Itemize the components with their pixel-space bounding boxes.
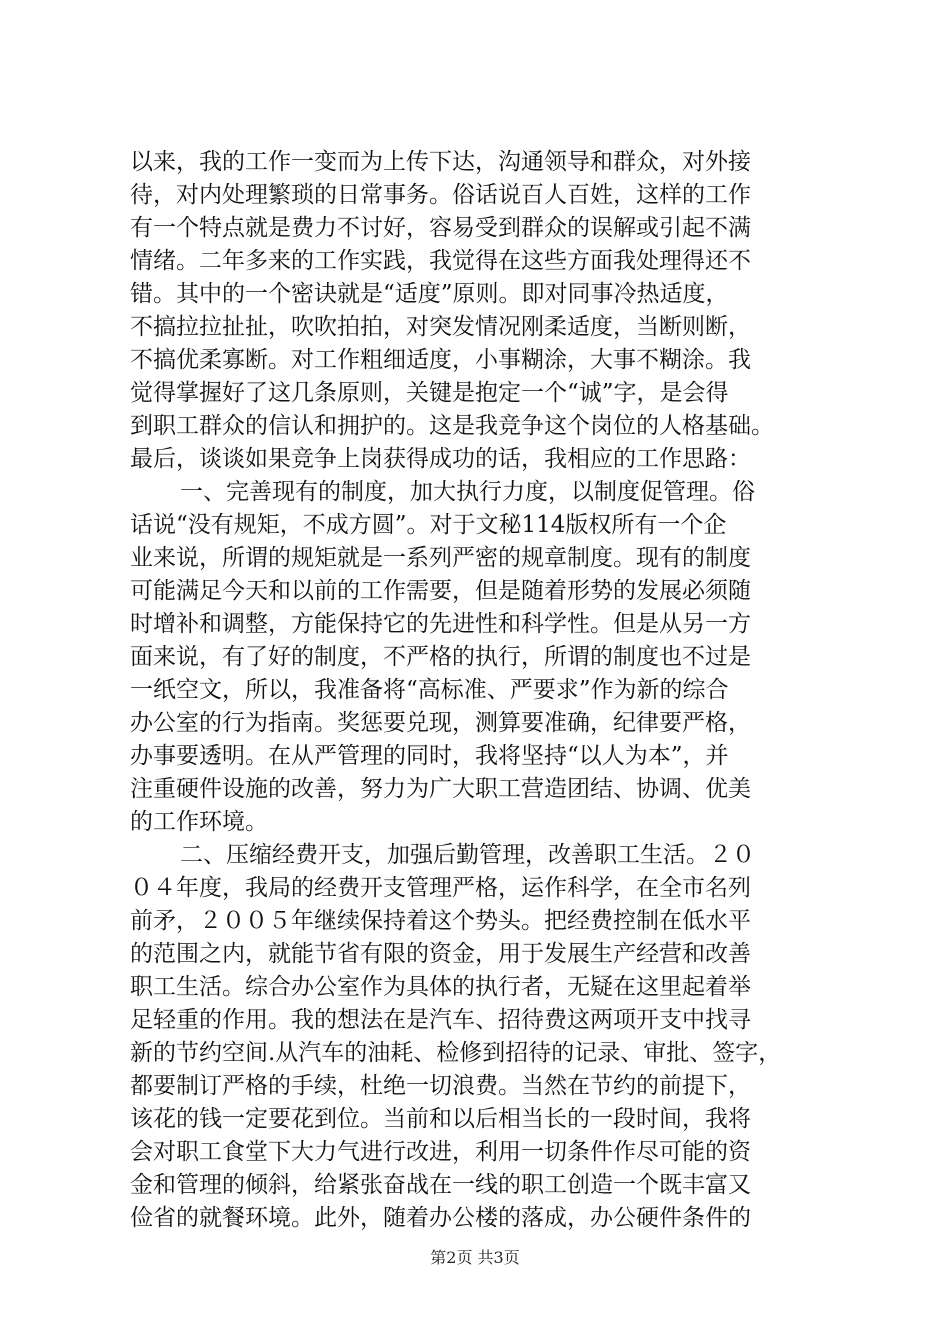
text-line: 都要制订严格的手续，杜绝一切浪费。当然在节约的前提下，	[130, 1073, 751, 1099]
paragraph-start-line: 二、压缩经费开支，加强后勤管理，改善职工生活。２０	[180, 842, 755, 868]
text-line: 职工生活。综合办公室作为具体的执行者，无疑在这里起着举	[130, 974, 751, 1000]
text-line: 办公室的行为指南。奖惩要兑现，测算要准确，纪律要严格，	[130, 710, 751, 736]
text-line: 办事要透明。在从严管理的同时，我将坚持“以人为本”，并	[130, 743, 729, 769]
text-line: 注重硬件设施的改善，努力为广大职工营造团结、协调、优美	[130, 776, 751, 802]
text-line: 话说“没有规矩，不成方圆”。对于文秘114版权所有一个企	[130, 512, 727, 538]
paragraph-start-line: 一、完善现有的制度，加大执行力度，以制度促管理。俗	[180, 479, 755, 505]
text-line: 俭省的就餐环境。此外，随着办公楼的落成，办公硬件条件的	[130, 1205, 751, 1231]
text-line: ０４年度，我局的经费开支管理严格，运作科学，在全市名列	[130, 875, 751, 901]
text-line: 会对职工食堂下大力气进行改进，利用一切条件作尽可能的资	[130, 1139, 751, 1165]
text-line: 时增补和调整，方能保持它的先进性和科学性。但是从另一方	[130, 611, 751, 637]
text-line: 错。其中的一个密诀就是“适度”原则。即对同事冷热适度，	[130, 281, 729, 307]
text-line: 金和管理的倾斜，给紧张奋战在一线的职工创造一个既丰富又	[130, 1172, 751, 1198]
text-line: 的工作环境。	[130, 809, 268, 835]
document-body	[130, 146, 830, 1235]
page-number: 第2页 共3页	[430, 1248, 520, 1267]
text-line: 觉得掌握好了这几条原则，关键是抱定一个“诚”字，是会得	[130, 380, 729, 406]
text-line: 该花的钱一定要花到位。当前和以后相当长的一段时间，我将	[130, 1106, 751, 1132]
text-line: 新的节约空间.从汽车的油耗、检修到招待的记录、审批、签字，	[130, 1040, 782, 1066]
text-line: 以来，我的工作一变而为上传下达，沟通领导和群众，对外接	[130, 149, 751, 175]
text-line: 面来说，有了好的制度，不严格的执行，所谓的制度也不过是	[130, 644, 751, 670]
text-line: 一纸空文，所以，我准备将“高标准、严要求”作为新的综合	[130, 677, 729, 703]
text-line: 足轻重的作用。我的想法在是汽车、招待费这两项开支中找寻	[130, 1007, 751, 1033]
text-line: 有一个特点就是费力不讨好，容易受到群众的误解或引起不满	[130, 215, 751, 241]
text-line: 不搞优柔寡断。对工作粗细适度，小事糊涂，大事不糊涂。我	[130, 347, 751, 373]
text-line: 待，对内处理繁琐的日常事务。俗话说百人百姓，这样的工作	[130, 182, 751, 208]
text-line: 不搞拉拉扯扯，吹吹拍拍，对突发情况刚柔适度，当断则断，	[130, 314, 751, 340]
page-footer	[0, 1245, 950, 1268]
text-line: 情绪。二年多来的工作实践，我觉得在这些方面我处理得还不	[130, 248, 751, 274]
text-line: 可能满足今天和以前的工作需要，但是随着形势的发展必须随	[130, 578, 751, 604]
text-line: 最后，谈谈如果竞争上岗获得成功的话，我相应的工作思路：	[130, 446, 751, 472]
text-line: 到职工群众的信认和拥护的。这是我竞争这个岗位的人格基础。	[130, 413, 774, 439]
text-line: 的范围之内，就能节省有限的资金，用于发展生产经营和改善	[130, 941, 751, 967]
text-line: 前矛，２００５年继续保持着这个势头。把经费控制在低水平	[130, 908, 751, 934]
text-line: 业来说，所谓的规矩就是一系列严密的规章制度。现有的制度	[130, 545, 751, 571]
